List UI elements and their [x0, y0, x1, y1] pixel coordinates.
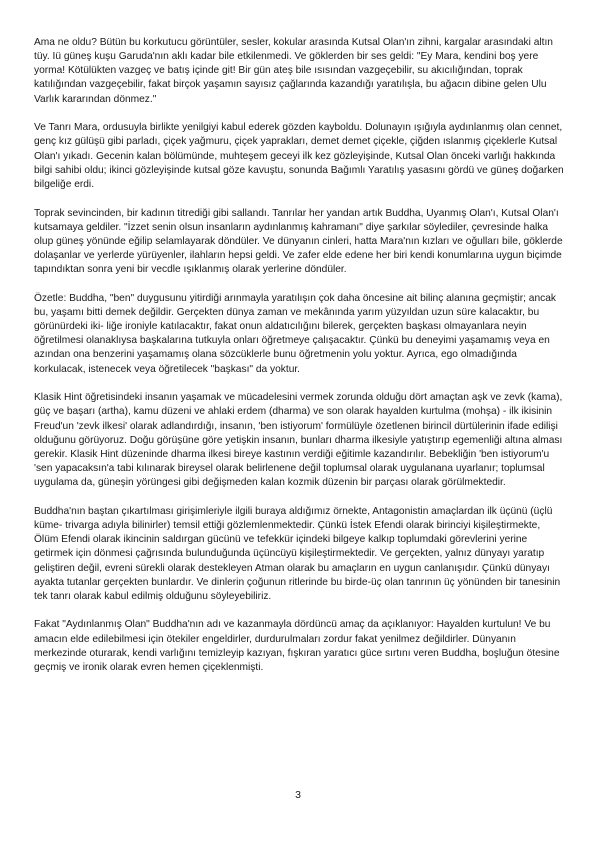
paragraph-6: Buddha'nın baştan çıkartılması girişimleriyle ilgili buraya aldığımız örnekte, Antagonistin amaçlardan ilk üçünü (üçlü küme- trivarga adıyla bilinirler) temsil ettiği gözlemlenmektedir. Çünkü İstek Efendi olarak birinciyi kişileştirmekte, Ölüm Efendi olarak ikincinin saldırgan gücünü ve tefekkür içindeki bilgeye kalkıp toplumdaki görevlerini yerine getirmek için dönmesi çağrısında bulunduğunda üçüncüyü kişileştirmektedir. Ve gerçekten, yalnız dünyayı yaratıp geliştiren değil, evreni sürekli olarak destekleyen Atman olarak bu amaçların en uygun canlanışıdır. Çünkü dünyayı ayakta tutanlar gerçekten bunlardır. Ve dinlerin çoğunun ritlerinde bu birde-üç olan tanrının üç yönünden bir tanesinin tek tanrı olarak kabul edilmiş olduğunu söyleyebiliriz.	[34, 505, 561, 602]
document-body	[34, 36, 564, 690]
paragraph-2: Ve Tanrı Mara, ordusuyla birlikte yenilgiyi kabul ederek gözden kayboldu. Dolunayın ışığıyla aydınlanmış olan cennet, genç kız gülüşü gibi parladı, çiçek yağmuru, çiçek yaprakları, demet demet çiçekle, çiğden ıslanmış çiçeklerle Kutsal Olan'ı yıkadı. Gecenin kalan bölümünde, muhteşem geceyi ilk kez gözleyişinde, Kutsal Olan önceki varlığı hakkında bilgi sahibi oldu; ikinci gözleyişinde kutsal göze kavuştu, sonunda Bağımlı Yaratılış yasasını gördü ve güneş doğarken bilgeliğe erdi.	[34, 122, 564, 190]
page-number: 3	[295, 789, 301, 801]
paragraph-5: Klasik Hint öğretisindeki insanın yaşamak ve mücadelesini vermek zorunda olduğu dört amaçtan aşk ve zevk (kama), güç ve başarı (artha), kamu düzeni ve ahlaki erdem (dharma) ve son olarak hayalden kurtulma (mohşa) - ilk ikisinin Freud'un 'zevk ilkesi' olarak adlandırdığı, insanın, 'ben istiyorum' formülüyle özetlenen birincil dürtülerinin ifade edilişi olduğunu görüyoruz. Doğu görüşüne göre yetişkin insanın, bunları dharma ilkesiyle yatıştırıp egemenliği altına alması gerekir. Klasik Hint düzeninde dharma ilkesi bireye kastının verdiği eğitimle kazandırılır. Bebekliğin 'ben istiyorum'u 'sen yapacaksın'a tabi kılınarak bireysel olarak belirlenene değil toplumsal olarak uygulanana uyarlanır; toplumsal uygulama da, güneşin yörüngesi gibi değişmeden kalan kozmik düzenin bir parçası olarak görülmektedir.	[34, 392, 563, 489]
paragraph-3: Toprak sevincinden, bir kadının titrediği gibi sallandı. Tanrılar her yandan artık Buddha, Uyanmış Olan'ı, Kutsal Olan'ı kutsamaya geldiler. "İzzet senin olsun insanların aydınlanmış kahramanı" diye şarkılar söylediler, çevresinde halka olup güneş yönünde eğilip selamlayarak döndüler. Ve dünyanın cinleri, hatta Mara'nın kızları ve oğulları bile, göklerde dolaşanlar ve yerlerde yürüyenler, ilahların hepsi geldi. Ve zafer elde edene her biri kendi konumlarına uygun biçimde tapındıktan sonra yeni bir vecdle ışıklanmış olarak yerlerine döndüler.	[34, 207, 563, 276]
paragraph-4: Özetle: Buddha, "ben" duygusunu yitirdiği arınmayla yaratılışın çok daha öncesine ait bilinç alanına geçmiştir; ancak bu, yaşamı bitti demek değildir. Gerçekten dünya zaman ve mekânında yarım yüzyıldan uzun süre kalacaktır, bu görünürdeki iki- liğe ironiyle katılacaktır, fakat onun aldatıcılığını bilerek, gerçekten başkası olmayanlara neyin öğretilmesi olanaklıysa başkalarına tutkuyla onları öğretmeye çalışacaktır. Çünkü bu deneyimi yaşamamış veya en azından ona benzerini yaşamamış olana sözcüklerle bunu öğretmenin yolu yoktur. Ayrıca, ego olmadığında korkulacak, istenecek veya öğretilecek "başkası" da yoktur.	[34, 292, 556, 375]
paragraph-1: Ama ne oldu? Bütün bu korkutucu görüntüler, sesler, kokular arasında Kutsal Olan'ın zihni, kargalar arasındaki altın tüy. Iü güneş kuşu Garuda'nın aklı kadar bile etkilenmedi. Ve göklerden bir ses geldi: "Ey Mara, kendini boş yere yorma! Kötülükten vazgeç ve batış içinde git! Bir gün ateş bile ısısından vazgeçebilir, su akıcılığından, toprak katılığından vazgeçebilir, fakat birçok yaşamın sayısız çağlarında kazandığı yaratılışla, bu ağacın dibine gelen Ulu Varlık kararından dönmez."	[34, 37, 553, 105]
paragraph-7: Fakat "Aydınlanmış Olan" Buddha'nın adı ve kazanmayla dördüncü amaç da açıklanıyor: Hayalden kurtulun! Ve bu amacın elde edilebilmesi için ötekiler engeldirler, durdurulmaları zordur fakat yenilmez değildirler. Dünyanın merkezinde oturarak, kendi varlığını temizleyip kazıyan, fışkıran yaratıcı güce sırtını veren Buddha, boşluğun ötesine geçmiş ve ironik olarak evren hemen çiçeklenmişti.	[34, 619, 560, 673]
